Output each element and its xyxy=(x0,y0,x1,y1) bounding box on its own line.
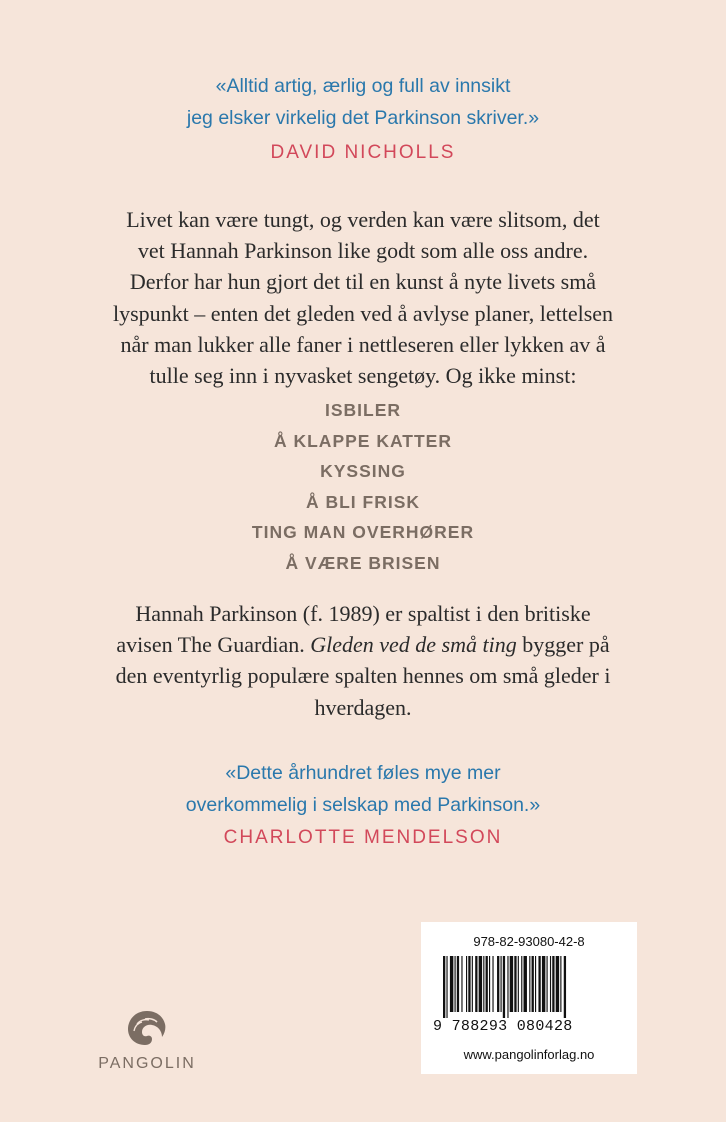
barcode-bar xyxy=(497,956,499,1012)
isbn-text: 978-82-93080-42-8 xyxy=(473,934,585,949)
bottom-quote-line-1: «Dette århundret føles mye mer xyxy=(225,762,501,784)
barcode-bar xyxy=(503,956,505,1018)
barcode-bar xyxy=(466,956,467,1012)
barcode-bar xyxy=(521,956,522,1012)
barcode-bar xyxy=(532,956,534,1012)
list-item: TING MAN OVERHØRER xyxy=(251,522,475,542)
barcode-bar xyxy=(556,956,559,1012)
barcode-bar xyxy=(550,956,551,1012)
barcode-bar xyxy=(475,956,477,1012)
blurb-line-2: vet Hannah Parkinson like godt som alle oss andre. xyxy=(137,238,589,264)
top-quote-line-1: «Alltid artig, ærlig og full av innsikt xyxy=(215,75,511,97)
top-quote xyxy=(0,70,726,134)
barcode-bar xyxy=(461,956,462,1012)
barcode-bar xyxy=(486,956,488,1012)
barcode-bar xyxy=(514,956,516,1012)
book-title: Gleden ved de små ting xyxy=(310,632,517,658)
list-item: Å VÆRE BRISEN xyxy=(285,552,441,573)
barcode-bar xyxy=(560,956,561,1012)
barcode-bar xyxy=(492,956,493,1012)
barcode-bar xyxy=(468,956,470,1012)
barcode-bar xyxy=(538,956,540,1012)
author-bio xyxy=(60,598,666,723)
barcode-bar xyxy=(547,956,548,1012)
barcode-bar xyxy=(529,956,530,1012)
barcode-bar xyxy=(518,956,519,1012)
barcode-bar xyxy=(457,956,459,1012)
barcode-bar xyxy=(507,956,508,1018)
pleasures-list xyxy=(0,395,726,578)
barcode-bar xyxy=(483,956,484,1012)
bottom-quote xyxy=(0,757,726,821)
bio-line-2-end: bygger på xyxy=(516,632,610,658)
list-item: KYSSING xyxy=(320,461,406,481)
barcode-bar xyxy=(489,956,490,1012)
bottom-quote-line-2: overkommelig i selskap med Parkinson.» xyxy=(185,794,541,816)
barcode-icon xyxy=(443,956,615,1018)
barcode-bar xyxy=(479,956,482,1012)
list-item: Å KLAPPE KATTER xyxy=(273,430,452,451)
bio-line-1: Hannah Parkinson (f. 1989) er spaltist i den britiske xyxy=(135,601,591,626)
publisher-url: www.pangolinforlag.no xyxy=(463,1047,595,1062)
barcode-bar xyxy=(472,956,473,1012)
barcode-panel xyxy=(421,922,637,1074)
barcode-bar xyxy=(524,956,527,1012)
list-item: Å BLI FRISK xyxy=(305,491,421,512)
barcode-bar xyxy=(535,956,536,1012)
barcode-bar xyxy=(542,956,545,1012)
top-quote-line-2: jeg elsker virkelig det Parkinson skriver.» xyxy=(186,107,540,129)
barcode-digits xyxy=(433,1018,629,1035)
barcode-digits-right: 080428 xyxy=(516,1018,573,1035)
blurb-line-5: når man lukker alle faner i nettleseren eller lykken av å xyxy=(120,331,606,357)
bio-line-4: hverdagen. xyxy=(314,694,412,720)
list-item: ISBILER xyxy=(324,400,402,420)
blurb-line-4: lyspunkt – enten det gleden ved å avlyse planer, lettelsen xyxy=(112,300,614,326)
blurb-line-3: Derfor har hun gjort det til en kunst å nyte livets små xyxy=(129,269,597,295)
barcode-digit-first: 9 xyxy=(433,1018,443,1035)
bio-line-2-start: avisen The Guardian. xyxy=(116,632,311,658)
top-quote-author: DAVID NICHOLLS xyxy=(270,142,456,163)
barcode-bar xyxy=(501,956,502,1012)
barcode-bar xyxy=(450,956,453,1012)
blurb xyxy=(60,204,666,391)
barcode-bar xyxy=(552,956,554,1012)
pangolin-icon xyxy=(125,1008,169,1048)
publisher-name: PANGOLIN xyxy=(98,1055,196,1072)
bio-line-3: den eventyrlig populære spalten hennes om små gleder i xyxy=(115,663,611,689)
barcode-bar xyxy=(443,956,445,1018)
blurb-line-1: Livet kan være tungt, og verden kan være slitsom, det xyxy=(126,207,600,232)
barcode-bar xyxy=(510,956,513,1012)
bottom-quote-author: CHARLOTTE MENDELSON xyxy=(223,827,503,848)
barcode-digits-left: 788293 xyxy=(451,1018,508,1035)
blurb-line-6: tulle seg inn i nyvasket sengetøy. Og ikke minst: xyxy=(149,363,577,389)
barcode-bar xyxy=(455,956,456,1012)
bio-line-2 xyxy=(60,629,666,660)
barcode-bar xyxy=(446,956,447,1018)
publisher-logo xyxy=(88,1008,206,1073)
barcode-bar xyxy=(564,956,566,1018)
